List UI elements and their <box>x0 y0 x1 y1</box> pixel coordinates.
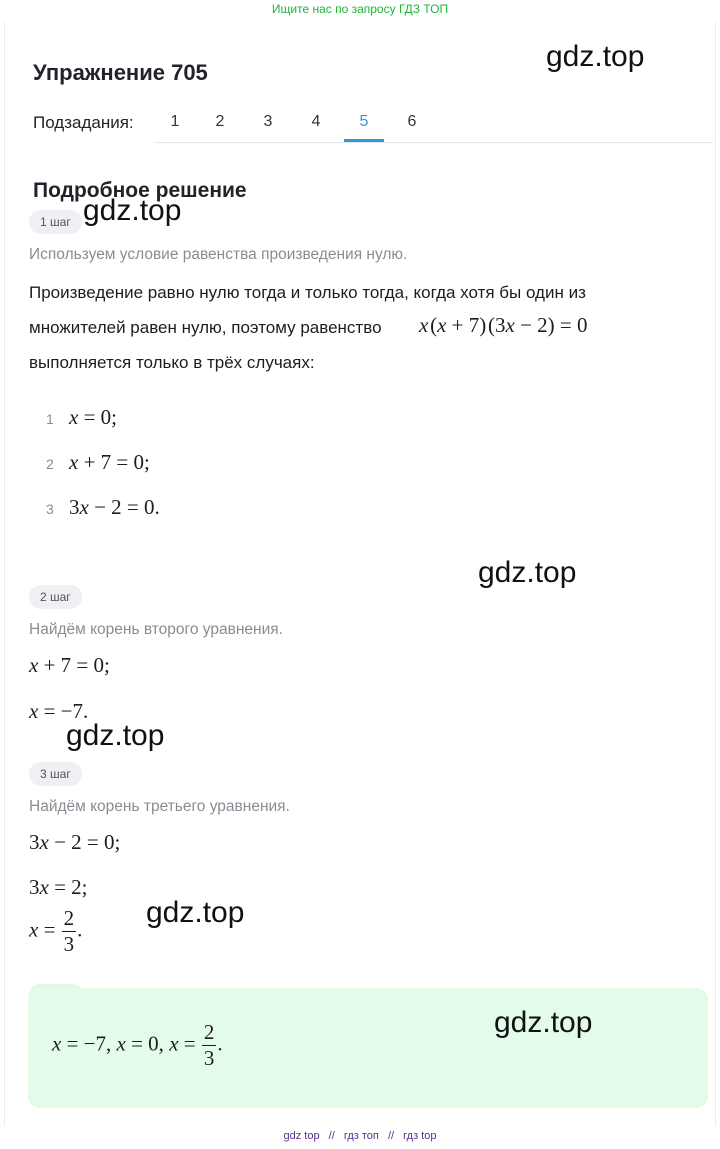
step3-equation-3: x = $\frac{2}{3}$ . <box>29 906 83 956</box>
step1-text-line2: множителей равен нулю, поэтому равенство <box>29 318 382 337</box>
watermark: gdz.top <box>83 194 182 227</box>
step-badge-3: 3 шаг <box>29 762 82 786</box>
list-number-3: 3 <box>46 501 54 517</box>
footer-link-2[interactable]: гдз топ <box>343 1130 379 1142</box>
tab-subtask-6[interactable]: 6 <box>407 113 417 130</box>
step-badge-2: 2 шаг <box>29 585 82 609</box>
tab-subtask-1[interactable]: 1 <box>170 113 180 130</box>
step2-equation-1: x + 7 = 0; <box>29 653 110 677</box>
step3-equation-2: 3x = 2; <box>29 875 88 899</box>
step2-hint: Найдём корень второго уравнения. <box>29 621 283 638</box>
footer-separator: // <box>328 1130 335 1142</box>
footer-link-1[interactable]: gdz top <box>283 1130 320 1142</box>
watermark: gdz.top <box>494 1006 593 1039</box>
watermark: gdz.top <box>546 40 645 73</box>
answer-box <box>28 988 708 1108</box>
answer-equation: x = −7, x = 0, x = $\frac{2}{3}$ . <box>52 1020 223 1070</box>
step1-hint: Используем условие равенства произведения нулю. <box>29 246 408 263</box>
step2-equation-2: x = −7. <box>29 699 89 723</box>
list-number-2: 2 <box>46 456 54 472</box>
active-tab-indicator <box>344 139 384 142</box>
step-badge-1: 1 шаг <box>29 210 82 234</box>
section-title: Подробное решение <box>33 179 247 202</box>
watermark: gdz.top <box>66 719 165 752</box>
footer-links <box>0 1130 720 1142</box>
tab-subtask-3[interactable]: 3 <box>263 113 273 130</box>
subtasks-tabs <box>155 102 713 143</box>
page-title: Упражнение 705 <box>33 60 208 85</box>
exercise-card <box>4 22 716 1126</box>
equation-main: x (x + 7) (3x − 2) = 0 <box>419 313 588 337</box>
watermark: gdz.top <box>478 556 577 589</box>
case-2-equation: x + 7 = 0; <box>69 450 150 474</box>
footer-link-3[interactable]: гдз top <box>403 1130 437 1142</box>
case-3-equation: 3x − 2 = 0. <box>69 495 160 519</box>
watermark: gdz.top <box>146 896 245 929</box>
subtasks-label: Подзадания: <box>33 113 134 132</box>
step1-text-line1: Произведение равно нулю тогда и только тогда, когда хотя бы один из <box>29 283 586 302</box>
tab-subtask-2[interactable]: 2 <box>215 113 225 130</box>
tab-subtask-4[interactable]: 4 <box>311 113 321 130</box>
footer-separator: // <box>387 1130 395 1142</box>
step3-hint: Найдём корень третьего уравнения. <box>29 798 290 815</box>
case-1-equation: x = 0; <box>69 405 118 429</box>
tab-subtask-5[interactable]: 5 <box>359 113 369 130</box>
list-number-1: 1 <box>46 411 54 427</box>
step3-equation-1: 3x − 2 = 0; <box>29 830 121 854</box>
step1-text-line3: выполняется только в трёх случаях: <box>29 353 315 372</box>
top-search-hint[interactable]: Ищите нас по запросу ГДЗ ТОП <box>271 2 449 16</box>
